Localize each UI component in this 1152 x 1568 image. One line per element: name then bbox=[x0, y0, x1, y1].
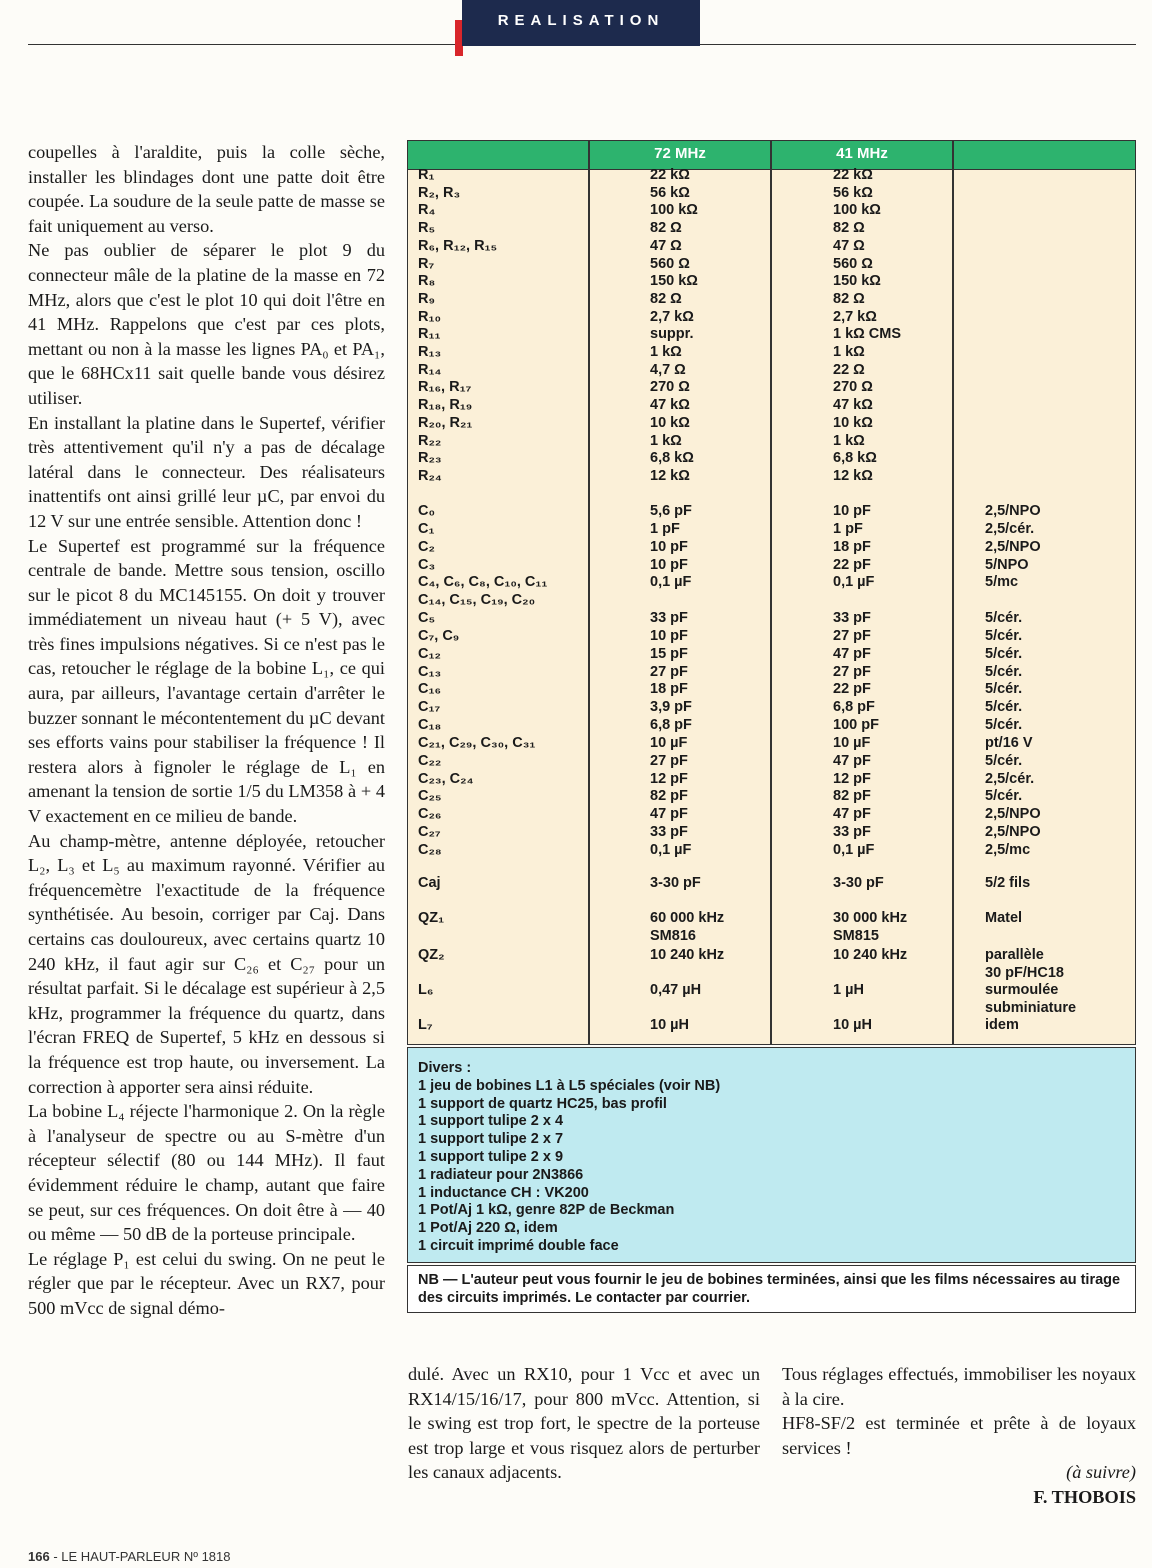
misc-item: 1 support tulipe 2 x 4 bbox=[418, 1113, 564, 1130]
value-41mhz: 47 kΩ bbox=[833, 397, 873, 414]
misc-parts-box bbox=[407, 1047, 1136, 1263]
value-72mhz: 10 kΩ bbox=[650, 414, 690, 431]
component-label: R₁₈, R₁₉ bbox=[418, 397, 473, 414]
component-label: C₂₈ bbox=[418, 841, 442, 858]
component-label: QZ₁ bbox=[418, 910, 445, 926]
value-72mhz: 10 240 kHz bbox=[650, 947, 725, 963]
value-72mhz: 6,8 pF bbox=[650, 717, 692, 734]
value-41mhz: 12 pF bbox=[833, 770, 871, 787]
value-41mhz: 10 µH bbox=[833, 1017, 872, 1033]
value-72mhz: 270 Ω bbox=[650, 379, 690, 396]
value-72mhz: 33 pF bbox=[650, 610, 688, 627]
component-label: QZ₂ bbox=[418, 947, 445, 963]
value-41mhz: 3-30 pF bbox=[833, 875, 884, 891]
component-type: 2,5/NPO bbox=[985, 503, 1041, 519]
component-label: C₂₂ bbox=[418, 752, 442, 769]
paragraph: dulé. Avec un RX10, pour 1 Vcc et avec un RX14/15/16/17, pour 800 mVcc. Attention, si le swing est trop fort, le spectre de la porteuse est trop large et vous risquez alors de perturber les canaux adjacents. bbox=[408, 1364, 760, 1483]
nb-note: NB — L'auteur peut vous fournir le jeu de bobines terminées, ainsi que les films nécessaires au tirage des circuits imprimés. Le contacter par courrier. bbox=[407, 1265, 1136, 1313]
value-41mhz: 10 pF bbox=[833, 503, 871, 519]
value-41mhz: 10 µF bbox=[833, 734, 871, 751]
component-type: 5/cér. bbox=[985, 717, 1023, 734]
value-41mhz: 82 Ω bbox=[833, 220, 865, 237]
value-41mhz: 10 kΩ bbox=[833, 414, 873, 431]
misc-item: 1 support tulipe 2 x 7 bbox=[418, 1131, 564, 1148]
value-72mhz: 10 pF bbox=[650, 556, 688, 573]
value-72mhz: 6,8 kΩ bbox=[650, 450, 694, 467]
value-41mhz: 22 pF bbox=[833, 681, 871, 698]
component-type: 5/cér. bbox=[985, 645, 1023, 662]
misc-item: 1 circuit imprimé double face bbox=[418, 1237, 619, 1254]
component-label: R₂₀, R₂₁ bbox=[418, 414, 473, 431]
component-type: 5/cér. bbox=[985, 752, 1023, 769]
component-label: C₃ bbox=[418, 556, 436, 573]
component-label: R₁₄ bbox=[418, 361, 442, 378]
value-72mhz: 47 Ω bbox=[650, 237, 682, 254]
value-41mhz: 82 pF bbox=[833, 788, 871, 805]
component-label: R₂₄ bbox=[418, 467, 442, 484]
component-type: 5/cér. bbox=[985, 699, 1023, 716]
value-72mhz: 100 kΩ bbox=[650, 202, 698, 219]
component-label: C₄, C₆, C₈, C₁₀, C₁₁ bbox=[418, 574, 548, 591]
column-divider bbox=[588, 141, 590, 1044]
header-rule-left bbox=[28, 44, 455, 45]
value-72mhz: 560 Ω bbox=[650, 255, 690, 272]
value-72mhz: 47 kΩ bbox=[650, 397, 690, 414]
component-label: R₁₀ bbox=[418, 308, 442, 325]
value-72mhz: 33 pF bbox=[650, 824, 688, 841]
value-41mhz: 18 pF bbox=[833, 538, 871, 555]
component-label: C₀ bbox=[418, 503, 436, 519]
value-41mhz: 22 kΩ bbox=[833, 167, 873, 183]
value-41mhz: 0,1 µF bbox=[833, 841, 875, 858]
value-41mhz: 2,7 kΩ bbox=[833, 308, 877, 325]
value-72mhz: 27 pF bbox=[650, 752, 688, 769]
paragraph: coupelles à l'araldite, puis la colle sèche, installer les blindages dont une patte doit être coupée. La soudure de la seule patte de masse se fait uniquement au verso. bbox=[28, 142, 385, 236]
value-72mhz: 18 pF bbox=[650, 681, 688, 698]
value-72mhz: suppr. bbox=[650, 326, 694, 343]
component-type: 5/cér. bbox=[985, 788, 1023, 805]
component-label: R₁₆, R₁₇ bbox=[418, 379, 472, 396]
paragraph: Ne pas oublier de séparer le plot 9 du connecteur mâle de la platine de la masse en 72 MHz, alors que c'est le plot 10 qui doit l'être en 41 MHz. Rappelons que c'est par ces plots, mettant ou non à la masse les lignes PA₀ et PA₁, que le 68HCx11 sait quelle bande vous désirez utiliser. bbox=[28, 240, 385, 408]
component-label: R₂₂ bbox=[418, 432, 442, 449]
component-label: R₈ bbox=[418, 273, 436, 290]
component-label: C₂₁, C₂₉, C₃₀, C₃₁ bbox=[418, 734, 536, 751]
article-column-right bbox=[782, 1362, 1136, 1510]
value-72mhz: 2,7 kΩ bbox=[650, 308, 694, 325]
value-72mhz: 82 Ω bbox=[650, 290, 682, 307]
value-41mhz: 27 pF bbox=[833, 663, 871, 680]
component-label: R₁₃ bbox=[418, 344, 442, 360]
component-type: pt/16 V bbox=[985, 734, 1033, 751]
page-footer bbox=[28, 1549, 231, 1564]
component-type: 5/cér. bbox=[985, 627, 1023, 644]
value-41mhz: 0,1 µF bbox=[833, 574, 875, 591]
value-72mhz: 1 kΩ bbox=[650, 432, 682, 449]
component-label: C₁₂ bbox=[418, 645, 441, 662]
component-label: C₂ bbox=[418, 538, 435, 555]
component-type: 2,5/NPO bbox=[985, 806, 1041, 823]
section-rubric: REALISATION bbox=[462, 0, 700, 46]
component-type: 5/NPO bbox=[985, 556, 1029, 573]
value-41mhz: 27 pF bbox=[833, 627, 871, 644]
component-label: C₅ bbox=[418, 610, 436, 627]
value-41mhz: 1 kΩ bbox=[833, 344, 865, 360]
component-label: R₇ bbox=[418, 255, 435, 272]
value-72mhz: 0,1 µF bbox=[650, 574, 692, 591]
value-72mhz: 3-30 pF bbox=[650, 875, 701, 891]
value-41mhz: 560 Ω bbox=[833, 255, 873, 272]
component-type: Matel bbox=[985, 910, 1023, 926]
column-divider bbox=[770, 141, 772, 1044]
value-41mhz: 1 µH bbox=[833, 982, 864, 998]
component-type: 2,5/cér. bbox=[985, 520, 1035, 537]
component-type: 2,5/NPO bbox=[985, 824, 1041, 841]
component-type: 5/cér. bbox=[985, 610, 1023, 627]
component-label: R₉ bbox=[418, 290, 435, 307]
misc-item: 1 radiateur pour 2N3866 bbox=[418, 1166, 584, 1183]
component-label: C₁₃ bbox=[418, 663, 442, 680]
value-41mhz: 33 pF bbox=[833, 824, 871, 841]
article-column-left bbox=[28, 140, 385, 1321]
value-41mhz: 22 Ω bbox=[833, 361, 865, 378]
value-41mhz: 47 pF bbox=[833, 645, 871, 662]
author-signature: F. THOBOIS bbox=[1033, 1486, 1136, 1507]
value-41mhz: 33 pF bbox=[833, 610, 871, 627]
value-41mhz: 6,8 kΩ bbox=[833, 450, 877, 467]
component-label: Caj bbox=[418, 875, 441, 891]
value-72mhz: 82 Ω bbox=[650, 220, 682, 237]
component-label: R₂, R₃ bbox=[418, 184, 461, 201]
value-41mhz: 47 Ω bbox=[833, 237, 865, 254]
paragraph: La bobine L₄ réjecte l'harmonique 2. On la règle à l'analyseur de spectre ou au S-mètre d'un récepteur sélectif (80 ou 144 MHz). Il faut évidemment réduire le champ, autant que faire se peut, sur ces fréquences. On doit être à — 40 ou même — 50 dB de la porteuse principale. bbox=[28, 1101, 385, 1245]
misc-list bbox=[418, 1078, 1125, 1256]
component-type: 5/mc bbox=[985, 574, 1019, 591]
paragraph: Tous réglages effectués, immobiliser les noyaux à la cire. bbox=[782, 1364, 1136, 1409]
component-label: C₁₇ bbox=[418, 699, 441, 716]
component-label: C₇, C₉ bbox=[418, 627, 460, 644]
component-label: L₆ bbox=[418, 982, 434, 998]
component-type: surmoulée subminiature bbox=[985, 982, 1077, 1016]
value-72mhz: 150 kΩ bbox=[650, 273, 698, 290]
component-label: C₂₅ bbox=[418, 788, 442, 805]
value-41mhz: 56 kΩ bbox=[833, 184, 873, 201]
value-72mhz: 5,6 pF bbox=[650, 503, 692, 519]
component-label: C₂₇ bbox=[418, 824, 441, 841]
value-41mhz: 47 pF bbox=[833, 806, 871, 823]
component-label: R₅ bbox=[418, 220, 436, 237]
column-divider bbox=[952, 141, 954, 1044]
paragraph: HF8-SF/2 est terminée et prête à de loyaux services ! bbox=[782, 1413, 1136, 1458]
component-type: 2,5/mc bbox=[985, 841, 1031, 858]
value-72mhz: 0,1 µF bbox=[650, 841, 692, 858]
value-72mhz: 60 000 kHz SM816 bbox=[650, 910, 725, 944]
value-72mhz: 10 pF bbox=[650, 627, 688, 644]
misc-title: Divers : bbox=[418, 1060, 472, 1076]
value-72mhz: 12 kΩ bbox=[650, 467, 690, 484]
component-label: R₁ bbox=[418, 167, 435, 183]
value-72mhz: 1 pF bbox=[650, 520, 680, 537]
paragraph: Au champ-mètre, antenne déployée, retoucher L₂, L₃ et L₅ au maximum rayonné. Vérifier au fréquencemètre l'exactitude de la fréquence synthétisée. Au besoin, corriger par Caj. Dans certains cas douloureux, avec certains quartz 10 240 kHz, il faut agir sur C₂₆ et C₂₇ pour un résultat parfait. Si le décalage est supérieur à 2,5 kHz, programmer la fréquence du quartz, dans l'écran FREQ de Supertef, 5 kHz en dessous si la fréquence est trop haute, ou inversement. La correction à apporter sera ainsi réduite. bbox=[28, 830, 385, 1097]
paragraph: Le réglage P₁ est celui du swing. On ne peut le régler que par le récepteur. Avec un RX7, pour 500 mVcc de signal démo- bbox=[28, 1248, 385, 1318]
header-rule-right bbox=[700, 44, 1136, 45]
component-label: C₂₃, C₂₄ bbox=[418, 770, 474, 787]
value-72mhz: 10 pF bbox=[650, 538, 688, 555]
value-72mhz: 27 pF bbox=[650, 663, 688, 680]
component-label: L₇ bbox=[418, 1017, 433, 1033]
article-column-middle bbox=[408, 1362, 760, 1485]
misc-item: 1 inductance CH : VK200 bbox=[418, 1184, 589, 1201]
component-label: R₆, R₁₂, R₁₅ bbox=[418, 237, 498, 254]
value-41mhz: 22 pF bbox=[833, 556, 871, 573]
value-72mhz: 82 pF bbox=[650, 788, 688, 805]
value-72mhz: 10 µF bbox=[650, 734, 688, 751]
value-41mhz: 100 pF bbox=[833, 717, 879, 734]
value-41mhz: 1 kΩ CMS bbox=[833, 326, 902, 343]
to-be-continued: (à suivre) bbox=[1066, 1462, 1136, 1483]
value-72mhz: 12 pF bbox=[650, 770, 688, 787]
value-72mhz: 47 pF bbox=[650, 806, 688, 823]
page-number: 166 bbox=[28, 1549, 50, 1564]
value-41mhz: 12 kΩ bbox=[833, 467, 873, 484]
value-72mhz: 10 µH bbox=[650, 1017, 689, 1033]
paragraph: En installant la platine dans le Supertef, vérifier très attentivement qu'il n'y a pas de décalage latéral dans le connecteur. Des réalisateurs inattentifs ont ainsi grillé leur µC, par envoi du 12 V sur une entrée sensible. Attention donc ! bbox=[28, 412, 385, 531]
parts-table bbox=[407, 140, 1136, 1045]
component-label: C₂₆ bbox=[418, 806, 442, 823]
component-label: C₁₆ bbox=[418, 681, 442, 698]
component-type: 5/cér. bbox=[985, 663, 1023, 680]
misc-item: 1 Pot/Aj 220 Ω, idem bbox=[418, 1220, 558, 1237]
value-41mhz: 1 pF bbox=[833, 520, 863, 537]
value-41mhz: 82 Ω bbox=[833, 290, 865, 307]
value-72mhz: 1 kΩ bbox=[650, 344, 682, 360]
value-41mhz: 150 kΩ bbox=[833, 273, 881, 290]
publication-name: - LE HAUT-PARLEUR Nº 1818 bbox=[49, 1549, 231, 1564]
component-type: parallèle 30 pF/HC18 bbox=[985, 947, 1064, 981]
component-label: C₁₈ bbox=[418, 717, 442, 734]
table-header bbox=[408, 141, 1135, 170]
value-41mhz: 47 pF bbox=[833, 752, 871, 769]
paragraph: Le Supertef est programmé sur la fréquence centrale de bande. Mettre sous tension, oscillo sur le picot 8 du MC145155. On doit y trouver immédiatement un niveau haut (+ 5 V), avec très fines impulsions négatives. Si ce n'est pas le cas, retoucher le réglage de la bobine L₁, ce qui aura, par ailleurs, l'avantage certain d'arrêter le buzzer sonnant le mécontentement du µC devant ses efforts vains pour stabiliser la fréquence ! Il restera alors à fignoler le réglage de L₁ en amenant la tension de sortie 1/5 du LM358 à + 4 V exactement en ce milieu de bande. bbox=[28, 535, 385, 827]
header-72mhz: 72 MHz bbox=[654, 145, 706, 162]
component-type: 5/cér. bbox=[985, 681, 1023, 698]
value-72mhz: 22 kΩ bbox=[650, 167, 690, 183]
component-label: C₁ bbox=[418, 520, 435, 537]
value-72mhz: 3,9 pF bbox=[650, 699, 692, 716]
component-label: R₂₃ bbox=[418, 450, 442, 467]
component-label: R₁₁ bbox=[418, 326, 441, 343]
value-41mhz: 6,8 pF bbox=[833, 699, 875, 716]
value-41mhz: 270 Ω bbox=[833, 379, 873, 396]
component-type: 2,5/cér. bbox=[985, 770, 1035, 787]
component-type: 2,5/NPO bbox=[985, 538, 1041, 555]
component-type: 5/2 fils bbox=[985, 875, 1031, 891]
value-72mhz: 0,47 µH bbox=[650, 982, 702, 998]
value-72mhz: 56 kΩ bbox=[650, 184, 690, 201]
value-41mhz: 10 240 kHz bbox=[833, 947, 908, 963]
value-41mhz: 1 kΩ bbox=[833, 432, 865, 449]
value-41mhz: 100 kΩ bbox=[833, 202, 881, 219]
header-41mhz: 41 MHz bbox=[836, 145, 888, 162]
misc-item: 1 jeu de bobines L1 à L5 spéciales (voir NB) bbox=[418, 1077, 721, 1094]
misc-item: 1 support de quartz HC25, bas profil bbox=[418, 1095, 667, 1112]
value-72mhz: 15 pF bbox=[650, 645, 688, 662]
misc-item: 1 support tulipe 2 x 9 bbox=[418, 1148, 564, 1165]
value-72mhz: 4,7 Ω bbox=[650, 361, 686, 378]
component-type: idem bbox=[985, 1017, 1019, 1033]
misc-item: 1 Pot/Aj 1 kΩ, genre 82P de Beckman bbox=[418, 1202, 675, 1219]
component-label: R₄ bbox=[418, 202, 436, 219]
value-41mhz: 30 000 kHz SM815 bbox=[833, 910, 908, 944]
component-label: C₁₄, C₁₅, C₁₉, C₂₀ bbox=[418, 592, 536, 609]
